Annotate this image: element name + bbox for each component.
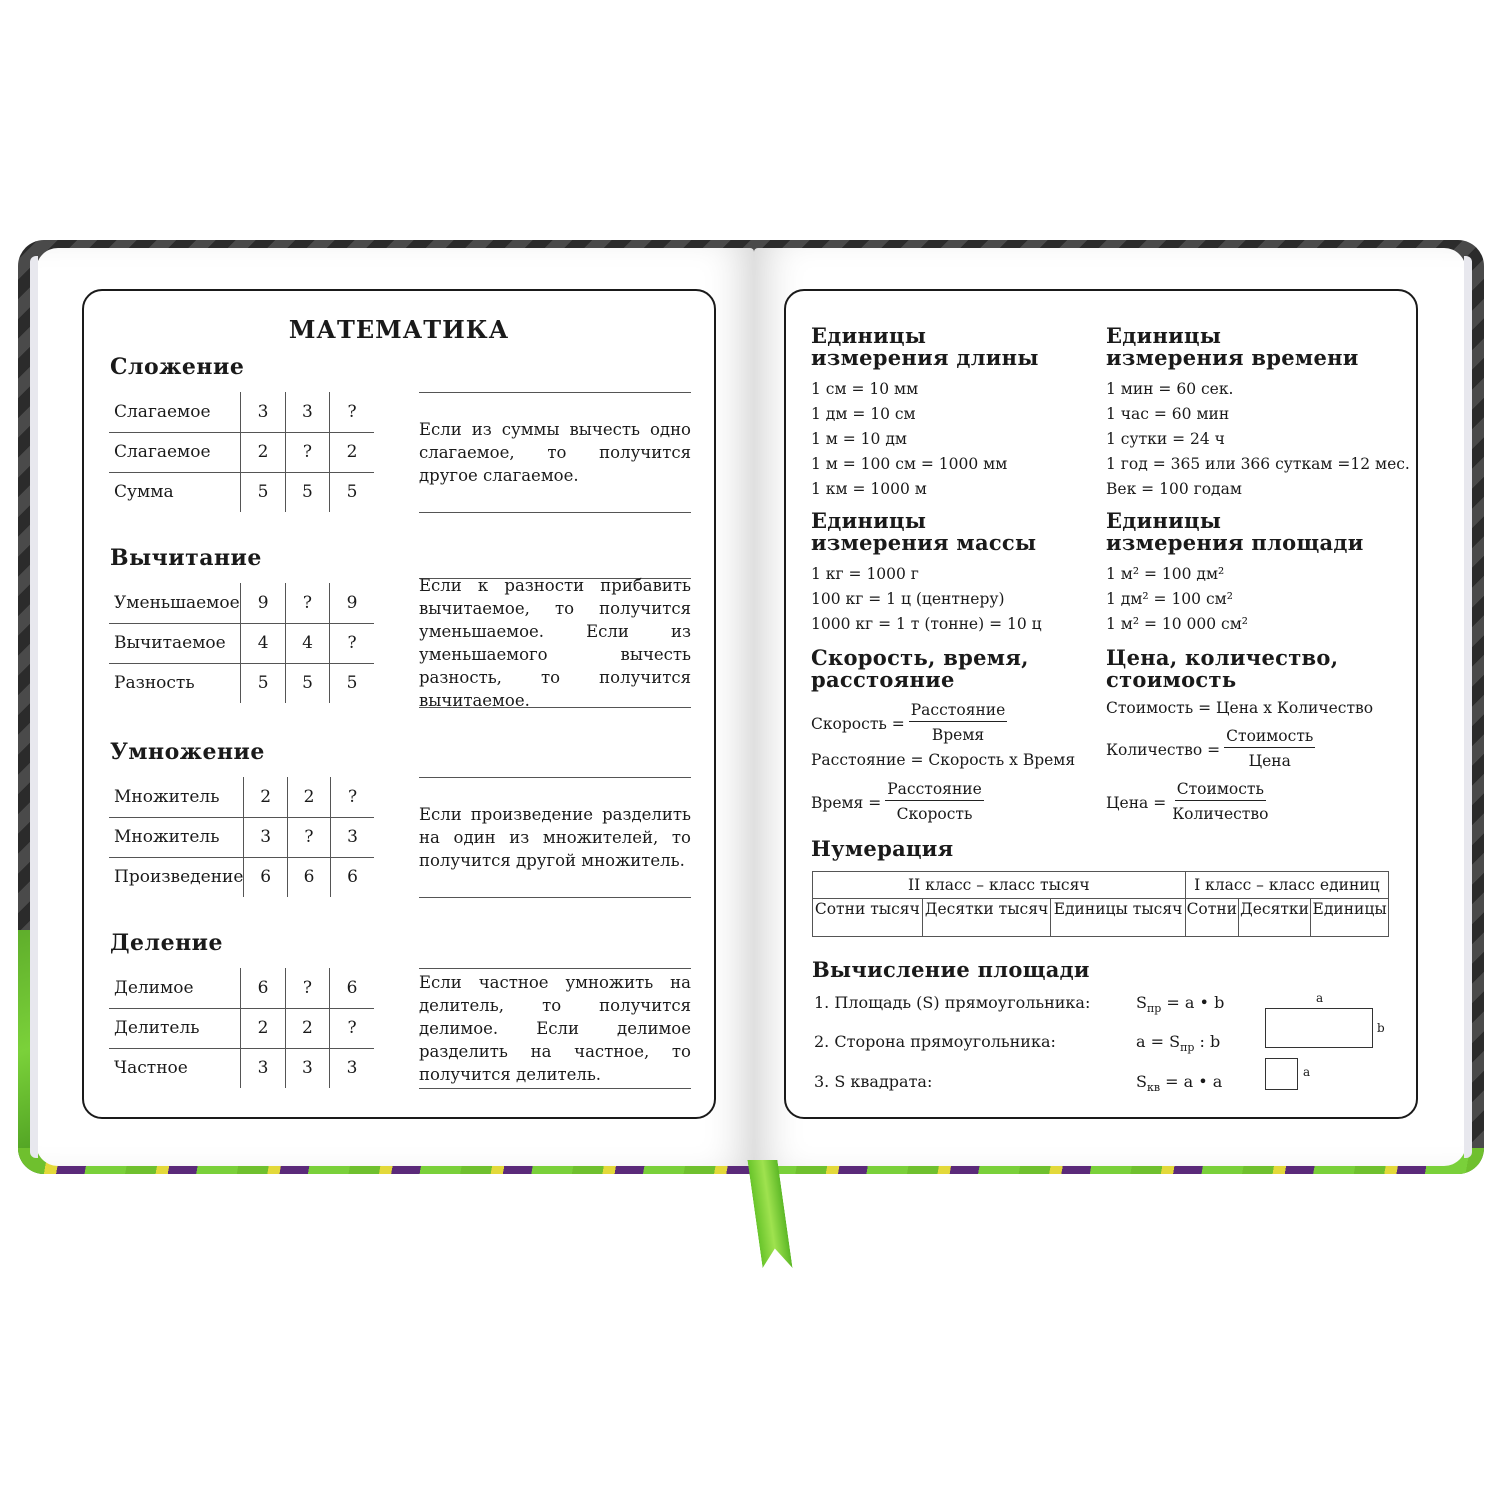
subtraction-table: Уменьшаемое 9 ? 9 Вычитаемое 4 4 ? Разность 5 5 5 [109,583,374,703]
price-formula: Цена = $\frac{\text{Стоимость}}{\text{Количество}}$ [1106,780,1269,823]
time-units-list: 1 мин = 60 сек. 1 час = 60 мин 1 сутки = 24 ч 1 год = 365 или 366 суткам =12 мес. Век = 100 годам [1106,380,1410,498]
numeration-table: II класс – класс тысяч I класс – класс единиц Сотни тысяч Десятки тысяч Единицы тысяч Сотни Десятки Единицы [812,871,1389,937]
bookmark-ribbon[interactable] [747,1160,792,1268]
area-units-list: 1 м² = 100 дм² 1 дм² = 100 см² 1 м² = 10 000 см² [1106,565,1249,633]
rectangle-diagram [1265,1008,1373,1048]
rect-side-formula: $a = S_{пр}$ : b [1136,1032,1221,1054]
distance-formula: Расстояние = Скорость х Время [811,751,1076,769]
speed-formula: Скорость = $\frac{\text{Расстояние}}{\text{Время}}$ [811,701,1006,744]
section-title-addition: Сложение [110,354,245,380]
section-title-subtraction: Вычитание [110,545,262,571]
multiplication-table: Множитель 2 2 ? Множитель 3 ? 3 Произведение 6 6 6 [109,777,374,897]
page-title: МАТЕМАТИКА [288,315,510,344]
division-rule: Если частное умножить на делитель, то получится делимое. Если делимое разделить на частное, то получится делитель. [419,968,691,1089]
subtraction-rule: Если к разности прибавить вычитаемое, то получится уменьшаемое. Если из уменьшаемого вычесть разность, то получится вычитаемое. [419,576,691,710]
area-calc-line-2: 2. Сторона прямоугольника: [814,1032,1056,1051]
rectangle-label-a: a [1316,991,1324,1005]
math-panel-left [82,289,716,1119]
square-label-a: a [1303,1065,1311,1079]
square-diagram [1265,1058,1298,1090]
mass-units-list: 1 кг = 1000 г 100 кг = 1 ц (центнеру) 1000 кг = 1 т (тонне) = 10 ц [811,565,1042,633]
speed-title: Скорость, время, расстояние [811,645,1029,692]
section-title-division: Деление [110,930,223,956]
time-units-title: Единицы измерения времени [1106,323,1359,370]
time-formula: Время = $\frac{\text{Расстояние}}{\text{Скорость}}$ [811,780,982,823]
length-units-list: 1 см = 10 мм 1 дм = 10 см 1 м = 10 дм 1 м = 100 см = 1000 мм 1 км = 1000 м [811,380,1008,498]
rect-area-formula: $S_{пр} = a$ • b [1136,993,1225,1015]
quantity-formula: Количество = $\frac{\text{Стоимость}}{\text{Цена}}$ [1106,727,1314,770]
mass-units-title: Единицы измерения массы [811,508,1037,555]
area-calc-line-1: 1. Площадь (S) прямоугольника: [814,993,1091,1012]
area-calc-line-3: 3. S квадрата: [814,1072,933,1091]
length-units-title: Единицы измерения длины [811,323,1039,370]
area-units-title: Единицы измерения площади [1106,508,1364,555]
price-title: Цена, количество, стоимость [1106,645,1339,692]
cost-formula: Стоимость = Цена х Количество [1106,699,1374,717]
square-area-formula: $S_{кв} = a$ • a [1136,1072,1223,1094]
math-panel-right [784,289,1418,1119]
multiplication-rule: Если произведение разделить на один из множителей, то получится другой множитель. [419,777,691,898]
division-table: Делимое 6 ? 6 Делитель 2 2 ? Частное 3 3 3 [109,968,374,1088]
area-calc-title: Вычисление площади [812,957,1090,982]
rectangle-label-b: b [1377,1021,1385,1035]
numeration-title: Нумерация [811,836,954,861]
section-title-multiplication: Умножение [110,739,265,765]
addition-rule: Если из суммы вычесть одно слагаемое, то получится другое слагаемое. [419,392,691,513]
addition-table: Слагаемое 3 3 ? Слагаемое 2 ? 2 Сумма 5 5 5 [109,392,374,512]
